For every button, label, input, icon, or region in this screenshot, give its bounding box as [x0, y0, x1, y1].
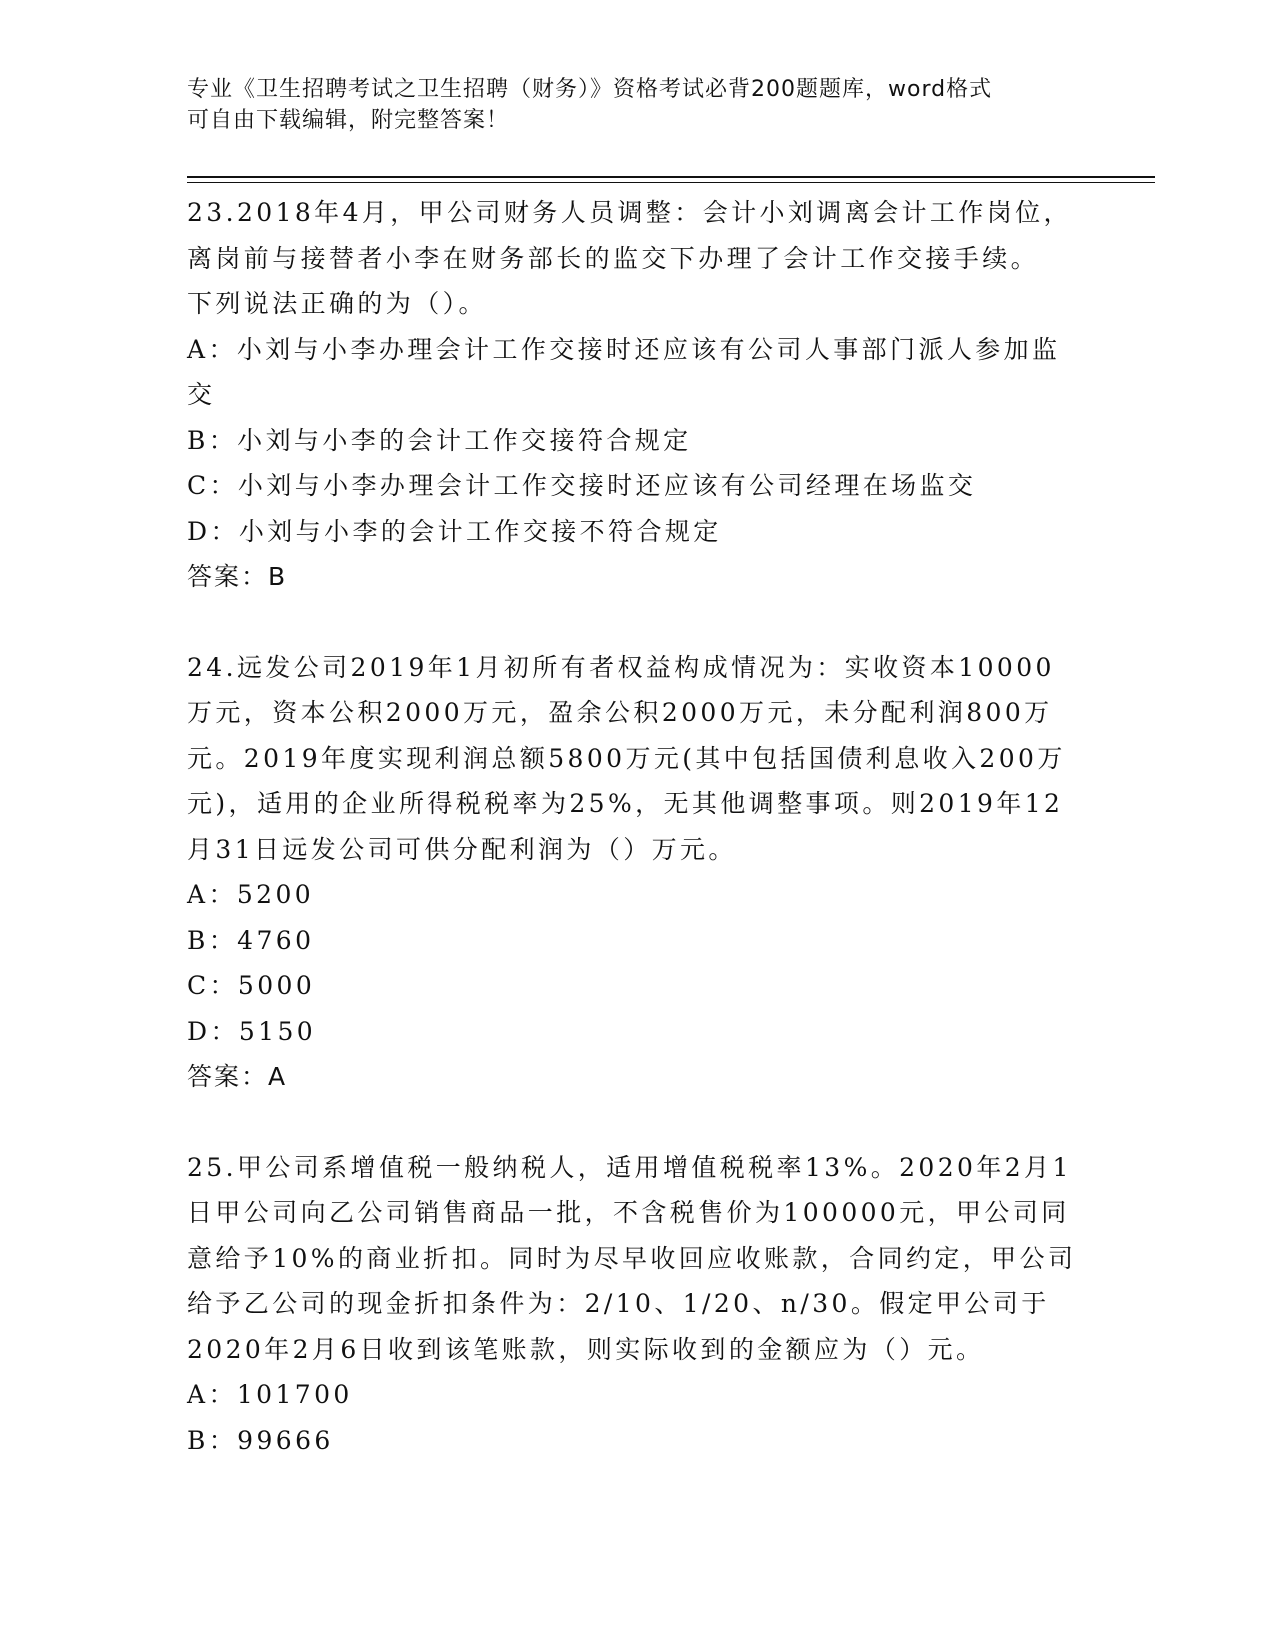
question-text-line: 元。2019年度实现利润总额5800万元(其中包括国债利息收入200万 [187, 743, 1066, 773]
question-text-line: 23.2018年4月，甲公司财务人员调整：会计小刘调离会计工作岗位， [187, 198, 1072, 227]
header-divider-thin [187, 182, 1155, 183]
answer-label: 答案：B [187, 562, 288, 591]
header-line: 专业《卫生招聘考试之卫生招聘（财务）》资格考试必背200题题库，word格式 [187, 77, 993, 102]
option-b: B：99666 [187, 1425, 334, 1455]
question-text-line: 给予乙公司的现金折扣条件为：2/10、1/20、n/30。假定甲公司于 [187, 1289, 1050, 1318]
option-a: A：101700 [187, 1380, 353, 1409]
option-c: C：5000 [187, 971, 316, 1000]
question-text-line: 离岗前与接替者小李在财务部长的监交下办理了会计工作交接手续。 [187, 243, 1040, 273]
option-c: C：小刘与小李办理会计工作交接时还应该有公司经理在场监交 [187, 471, 977, 500]
option-d: D：5150 [187, 1016, 317, 1046]
option-d: D：小刘与小李的会计工作交接不符合规定 [187, 516, 722, 546]
question-text-line: 24.远发公司2019年1月初所有者权益构成情况为：实收资本10000 [187, 652, 1055, 682]
header-divider-thick [187, 176, 1155, 178]
document-body [187, 190, 1087, 1508]
question-text-line: 下列说法正确的为（）。 [187, 289, 487, 318]
page-header [187, 74, 1067, 136]
option-b: B：小刘与小李的会计工作交接符合规定 [187, 425, 692, 455]
question-text-line: 月31日远发公司可供分配利润为（）万元。 [187, 834, 737, 864]
header-line: 可自由下载编辑，附完整答案！ [187, 108, 510, 133]
option-b: B：4760 [187, 925, 315, 955]
question-25 [187, 1145, 1087, 1464]
question-text-line: 意给予10%的商业折扣。同时为尽早收回应收账款，合同约定，甲公司 [187, 1243, 1077, 1273]
question-text-line: 元)，适用的企业所得税税率为25%，无其他调整事项。则2019年12 [187, 789, 1064, 818]
answer-label: 答案：A [187, 1062, 288, 1091]
question-text-line: 日甲公司向乙公司销售商品一批，不含税售价为100000元，甲公司同 [187, 1198, 1070, 1227]
question-text-line: 万元，资本公积2000万元，盈余公积2000万元，未分配利润800万 [187, 698, 1053, 727]
question-24 [187, 645, 1087, 1100]
option-a: A：5200 [187, 880, 315, 909]
question-text-line: 2020年2月6日收到该笔账款，则实际收到的金额应为（）元。 [187, 1334, 985, 1364]
option-a: A：小刘与小李办理会计工作交接时还应该有公司人事部门派人参加监 [187, 334, 1061, 364]
question-23 [187, 190, 1087, 600]
question-text-line: 25.甲公司系增值税一般纳税人，适用增值税税率13%。2020年2月1 [187, 1152, 1072, 1182]
option-a-continued: 交 [187, 380, 216, 409]
